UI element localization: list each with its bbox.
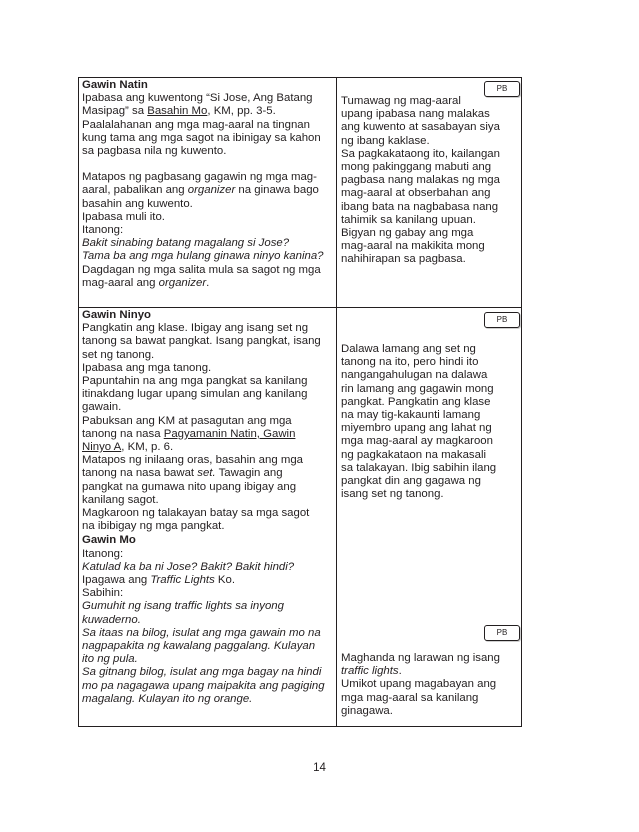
note-line: ng ibang kaklase. bbox=[341, 134, 430, 147]
instruction-line: Papuntahin na ang mga pangkat sa kanilang bbox=[82, 375, 308, 388]
instruction-line-italic: mo pa nagagawa upang maipakita ang pagiging bbox=[82, 679, 325, 692]
note-line: pagbasa nang malakas ng mga bbox=[341, 174, 500, 187]
section-gawin-natin bbox=[79, 78, 521, 307]
note-line: ibang bata na nagbabasa nang bbox=[341, 200, 499, 213]
instruction-line: pangkat na gumawa nito upang ibigay ang bbox=[82, 480, 297, 493]
page-number: 14 bbox=[313, 762, 326, 774]
note-line: upang ipabasa nang malakas bbox=[341, 108, 490, 121]
instruction-line-italic: Gumuhit ng isang traffic lights sa inyong bbox=[82, 600, 284, 613]
instruction-line: basahin ang kuwento. bbox=[82, 197, 193, 210]
instruction-line: na ibibigay ng mga pangkat. bbox=[82, 520, 225, 533]
pb-badge: PB bbox=[484, 312, 520, 328]
instruction-line: Pabuksan ang KM at pasagutan ang mga bbox=[82, 414, 292, 427]
instruction-line: mag-aaral ang organizer. bbox=[82, 276, 210, 289]
instruction-line: Pangkatin ang klase. Ibigay ang isang set ng bbox=[82, 322, 309, 335]
section-title: Gawin Natin bbox=[82, 79, 148, 91]
instruction-line: gawain. bbox=[82, 401, 122, 414]
note-line: ginagawa. bbox=[341, 704, 393, 717]
book-section-link-text: Basahin Mo bbox=[147, 105, 208, 118]
note-line: mga mag-aaral sa kanilang bbox=[341, 691, 479, 704]
instruction-line: set ng tanong. bbox=[82, 348, 155, 361]
note-line: rin lamang ang gagawin mong bbox=[341, 382, 494, 395]
note-line: Dalawa lamang ang set ng bbox=[341, 343, 476, 355]
note-line: nahihirapan sa pagbasa. bbox=[341, 253, 466, 266]
instruction-line: tanong na nasa Pagyamanin Natin, Gawin bbox=[82, 427, 296, 440]
instruction-line: itinakdang lugar upang simulan ang kanilang bbox=[82, 388, 308, 401]
instruction-line: Ipagawa ang Traffic Lights Ko. bbox=[82, 574, 236, 587]
instruction-line: kanilang sagot. bbox=[82, 493, 159, 506]
note-line: tanong na ito, pero hindi ito bbox=[341, 356, 479, 369]
instruction-line: Ipabasa ang kuwentong “Si Jose, Ang Batang bbox=[82, 92, 313, 105]
note-line: nangangahulugan na dalawa bbox=[341, 369, 488, 382]
note-line: mga mag-aaral ay magkaroon bbox=[341, 435, 493, 448]
instruction-line: Itanong: bbox=[82, 224, 124, 237]
instruction-line-italic: nagpapakita ng kawalang paggalang. Kulayan bbox=[82, 640, 316, 653]
section-title: Gawin Ninyo bbox=[82, 309, 151, 321]
note-line: sa talakayan. Ibig sabihin ilang bbox=[341, 461, 497, 474]
instruction-line-italic: ito ng pula. bbox=[82, 653, 138, 666]
paragraph-gap bbox=[82, 158, 334, 171]
note-line: Sa pagkakataong ito, kailangan bbox=[341, 147, 500, 160]
instruction-line-italic: kuwaderno. bbox=[82, 613, 141, 626]
question-line: Katulad ka ba ni Jose? Bakit? Bakit hindi? bbox=[82, 560, 295, 573]
teacher-notes bbox=[337, 308, 521, 727]
instruction-line: sa pagbasa nila ng kuwento. bbox=[82, 145, 227, 158]
note-line: mag-aaral na makikita mong bbox=[341, 240, 485, 253]
instruction-line: Matapos ng inilaang oras, basahin ang mga bbox=[82, 454, 303, 467]
note-line: Tumawag ng mag-aaral bbox=[341, 95, 461, 107]
note-line: miyembro upang ang lahat ng bbox=[341, 422, 492, 435]
section-title: Gawin Mo bbox=[82, 534, 136, 547]
instruction-line: Masipag” sa Basahin Mo, KM, pp. 3-5. bbox=[82, 105, 276, 118]
note-line: Maghanda ng larawan ng isang bbox=[341, 652, 500, 664]
section-gawin-ninyo-mo bbox=[79, 307, 521, 727]
instruction-line: Ipabasa muli ito. bbox=[82, 210, 165, 223]
note-line: traffic lights. bbox=[341, 665, 402, 678]
instruction-line: Ninyo A, KM, p. 6. bbox=[82, 441, 174, 454]
instruction-line: Paalalahanan ang mga mag-aaral na tingnan bbox=[82, 118, 310, 131]
note-line: tahimik sa kanilang upuan. bbox=[341, 213, 476, 226]
note-line: isang set ng tanong. bbox=[341, 488, 444, 501]
instruction-line-italic: Sa gitnang bilog, isulat ang mga bagay na hindi bbox=[82, 666, 322, 679]
note-line: ang kuwento at sasabayan siya bbox=[341, 121, 500, 134]
note-line: mong pakinggang mabuti ang bbox=[341, 161, 492, 174]
note-line: mag-aaral at obserbahan ang bbox=[341, 187, 491, 200]
instruction-line-italic: magalang. Kulayan ito ng orange. bbox=[82, 692, 253, 705]
instruction-line: Itanong: bbox=[82, 547, 124, 560]
instruction-line: Matapos ng pagbasang gagawin ng mga mag- bbox=[82, 171, 317, 184]
notes-gawin-ninyo bbox=[341, 343, 496, 501]
note-line: Umikot upang magabayan ang bbox=[341, 678, 497, 691]
instruction-line: tanong sa bawat pangkat. Isang pangkat, isang bbox=[82, 335, 321, 348]
lesson-table bbox=[78, 77, 522, 727]
teacher-instructions bbox=[79, 308, 337, 727]
teacher-instructions bbox=[79, 78, 337, 307]
teacher-notes bbox=[337, 78, 521, 307]
pb-badge: PB bbox=[484, 81, 520, 97]
pb-badge: PB bbox=[484, 625, 520, 641]
note-line: pangkat din ang gagawa ng bbox=[341, 475, 481, 488]
note-line: na may tig-kakaunti lamang bbox=[341, 409, 481, 422]
instruction-line-italic: Sa itaas na bilog, isulat ang mga gawain mo na bbox=[82, 626, 321, 639]
instruction-line: Magkaroon ng talakayan batay sa mga sagot bbox=[82, 507, 310, 520]
instruction-line: aaral, pabalikan ang organizer na ginawa bago bbox=[82, 184, 319, 197]
instruction-line: Sabihin: bbox=[82, 587, 124, 600]
instruction-line: kung tama ang mga sagot na ibinigay sa kahon bbox=[82, 131, 321, 144]
note-line: pangkat. Pangkatin ang klase bbox=[341, 395, 491, 408]
instruction-line: Ipabasa ang mga tanong. bbox=[82, 361, 212, 374]
question-line: Bakit sinabing batang magalang si Jose? bbox=[82, 237, 290, 250]
instruction-line: tanong na nasa bawat set. Tawagin ang bbox=[82, 467, 283, 480]
note-line: Bigyan ng gabay ang mga bbox=[341, 227, 474, 240]
notes-gawin-mo bbox=[341, 652, 500, 718]
question-line: Tama ba ang mga hulang ginawa ninyo kanina? bbox=[82, 250, 324, 263]
note-line: ng pagkakataon na makasali bbox=[341, 448, 487, 461]
instruction-line: Dagdagan ng mga salita mula sa sagot ng mga bbox=[82, 263, 321, 276]
